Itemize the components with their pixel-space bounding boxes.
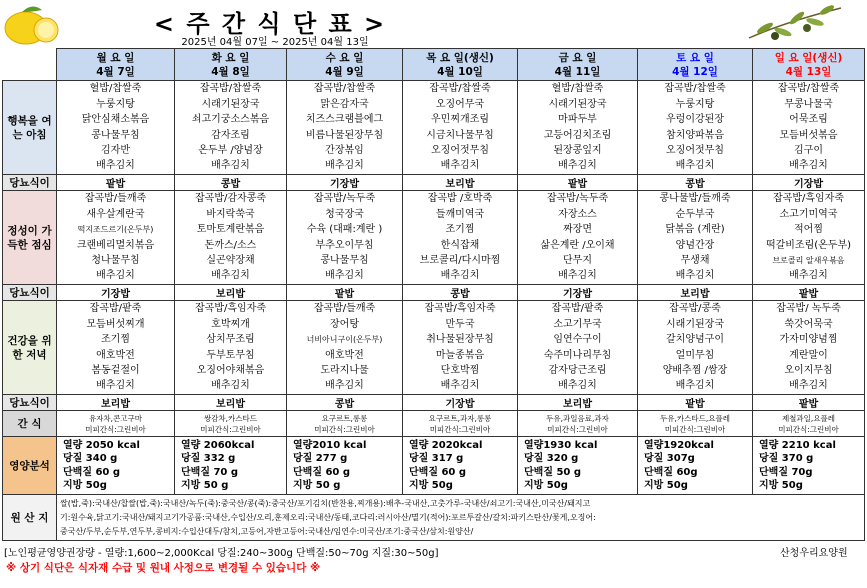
dinner-cell [175, 301, 287, 395]
nutrition-cell [287, 437, 403, 495]
breakfast-row [3, 81, 865, 175]
diabetic-label: 당뇨식이 [3, 395, 57, 411]
snack-cell [753, 411, 865, 437]
menu-item: 가자미양념찜 [779, 334, 838, 346]
dinner-label: 건강을 위한 저녁 [3, 301, 57, 395]
menu-item: 요구르트,롱롱 [321, 413, 368, 423]
menu-item: 오징어젓무침 [431, 144, 489, 156]
menu-item: 두유,카스타드,요플레 [660, 413, 730, 423]
menu-item: 배추김치 [325, 160, 364, 172]
menu-item: 단호박찜 [440, 364, 480, 376]
menu-item: 고등어김치조림 [543, 129, 612, 141]
diabetic-cell: 팥밥 [753, 285, 865, 301]
menu-item: 무콩나물국 [784, 98, 833, 110]
menu-item: 조기찜 [101, 334, 130, 346]
snack-cell [403, 411, 518, 437]
menu-item: 시금치나물무침 [426, 129, 494, 141]
diabetic-cell: 기장밥 [753, 175, 865, 191]
day-name: 일 요 일(생신) [774, 51, 843, 64]
day-header [57, 49, 175, 81]
menu-item: 잡곡밥/녹두죽 [313, 193, 376, 205]
menu-item: 콩나물밥/들깨죽 [659, 193, 731, 205]
breakfast-cell [403, 81, 518, 175]
menu-item: 미피간식:그린비아 [314, 424, 375, 434]
menu-item: 자장소스 [558, 208, 597, 220]
menu-item: 모듬버섯볶음 [779, 129, 838, 141]
menu-item: 두유,과일음료,과자 [546, 413, 609, 423]
menu-item: 단백질 60 g [409, 466, 467, 478]
menu-item: 당질 370 g [759, 453, 814, 464]
menu-item: 지방 50g [63, 480, 107, 491]
snack-label: 간 식 [3, 411, 57, 437]
menu-item: 무생채 [680, 254, 710, 266]
menu-item: 마늘종볶음 [435, 349, 485, 361]
olive-branch-icon [745, 2, 845, 44]
menu-item: 두부토무침 [206, 349, 255, 361]
day-name: 월 요 일 [96, 51, 135, 64]
menu-item: 배추김치 [558, 380, 597, 392]
menu-item: 감자조림 [211, 129, 250, 141]
menu-item: 배추김치 [96, 270, 135, 282]
menu-item: 봄동겉절이 [91, 364, 140, 376]
lunch-cell [753, 191, 865, 285]
diabetic-cell: 기장밥 [287, 175, 403, 191]
menu-item: 단무지 [563, 254, 592, 266]
menu-item: 배추김치 [211, 380, 250, 392]
menu-item: 오징어야채볶음 [196, 364, 265, 376]
dinner-diabetic-row [3, 395, 865, 411]
menu-item: 치즈스크램블에그 [305, 114, 384, 126]
menu-item: 당질 277 g [293, 453, 348, 464]
day-date: 4월 11일 [554, 65, 601, 78]
menu-item: 잡곡밥/찹쌀죽 [777, 83, 840, 95]
menu-item: 청국장국 [325, 208, 364, 220]
menu-item: 잡곡밥/팥죽 [551, 303, 604, 315]
diabetic-cell: 팥밥 [57, 175, 175, 191]
breakfast-diabetic-row [3, 175, 865, 191]
diabetic-cell: 기장밥 [403, 395, 518, 411]
origin-label: 원 산 지 [3, 495, 57, 541]
menu-item: 장어탕 [330, 318, 359, 330]
menu-item: 애호박전 [96, 349, 135, 361]
menu-item: 쇠고기궁소스볶음 [191, 114, 270, 126]
diabetic-cell: 기장밥 [57, 285, 175, 301]
menu-item: 미피간식:그린비아 [664, 424, 726, 434]
menu-item: 잡곡밥 /호박죽 [427, 193, 493, 205]
menu-item: 조기찜 [445, 224, 475, 236]
day-header-saturday [638, 49, 753, 81]
menu-item: 떡갈비조림(온두부) [765, 239, 852, 251]
origin-line: 기:원수육,닭고기:국내산/돼지고기가공품:국내산,수입산/오리,훈제오리:국내산/동태,코다리:러시아산/멸기(적어):포르투갈산/갈치:파키스탄산/꽃게,오징어: [60, 512, 596, 522]
snack-cell [638, 411, 753, 437]
menu-item: 배추김치 [325, 270, 364, 282]
diabetic-cell: 팥밥 [753, 395, 865, 411]
menu-item: 배추김치 [558, 160, 597, 172]
menu-item: 삶은계란 /오이채 [540, 239, 615, 251]
menu-item: 삼치무조림 [206, 334, 255, 346]
menu-item: 콩나물무침 [320, 254, 369, 266]
diabetic-cell: 보리밥 [57, 395, 175, 411]
lunch-cell [638, 191, 753, 285]
menu-item: 시래기된장국 [201, 98, 260, 110]
menu-item: 닭안심채소볶음 [81, 114, 150, 126]
snack-cell [518, 411, 638, 437]
change-notice: ※ 상기 식단은 식자재 수급 및 원내 사정으로 변경될 수 있습니다 ※ [6, 562, 321, 574]
diabetic-cell: 콩밥 [175, 175, 287, 191]
menu-item: 열량2010 kcal [293, 439, 367, 451]
menu-item: 지방 50g [524, 480, 568, 491]
date-range: 2025년 04월 07일 ~ 2025년 04월 13일 [181, 37, 369, 48]
menu-item: 미피간식:그린비아 [85, 424, 146, 434]
diabetic-cell: 보리밥 [175, 395, 287, 411]
menu-item: 단백질 70g [759, 466, 813, 478]
day-name: 토 요 일 [676, 51, 714, 64]
menu-item: 배추김치 [675, 380, 715, 392]
menu-item: 바지락쑥국 [206, 208, 255, 220]
breakfast-cell [753, 81, 865, 175]
menu-item: 당질 332 g [181, 453, 236, 464]
origin-cell [57, 495, 865, 541]
lemon-icon [2, 2, 62, 46]
breakfast-cell [57, 81, 175, 175]
menu-item: 잡곡밥/ 녹두죽 [776, 303, 841, 315]
diabetic-label: 당뇨식이 [3, 285, 57, 301]
weekly-menu-table [2, 48, 865, 541]
menu-item: 부추오이무침 [315, 239, 374, 251]
menu-item: 배추김치 [789, 270, 828, 282]
menu-item: 한식잡채 [440, 239, 480, 251]
menu-item: 청나물무침 [91, 254, 140, 266]
menu-item: 적어찜 [794, 224, 823, 236]
diabetic-cell: 콩밥 [403, 285, 518, 301]
menu-item: 지방 50g [759, 480, 803, 491]
facility-name: 산청우리요양원 [780, 548, 848, 559]
breakfast-cell [518, 81, 638, 175]
menu-item: 잡곡밥/찹쌀죽 [429, 83, 491, 95]
lunch-cell [518, 191, 638, 285]
day-header-sunday [753, 49, 865, 81]
menu-item: 모듬버섯찌개 [86, 318, 145, 330]
diabetic-cell: 콩밥 [287, 395, 403, 411]
menu-item: 닭볶음 (계란) [665, 224, 725, 236]
menu-item: 잡곡밥/흑임자죽 [195, 303, 266, 315]
menu-item: 어묵조림 [789, 114, 828, 126]
day-header [518, 49, 638, 81]
lunch-cell [287, 191, 403, 285]
lunch-cell [57, 191, 175, 285]
nutrition-cell [403, 437, 518, 495]
menu-item: 시래기된장국 [666, 318, 724, 330]
menu-item: 오이지무침 [784, 364, 833, 376]
origin-line: 쌀(밥,죽):국내산/찹쌀(밥,죽):국내산/녹두(죽):중국산/콩(죽):중국산/포기김치(반찬용,찌개용):배추-국내산,고춧가루-국내산/쇠고기:국내산,미국산/돼지고 [60, 498, 591, 508]
breakfast-cell [175, 81, 287, 175]
menu-item: 갈치양념구이 [666, 334, 724, 346]
menu-item: 누룽지탕 [96, 98, 135, 110]
day-header [403, 49, 518, 81]
menu-item: 열량1930 kcal [524, 439, 598, 451]
dinner-cell [287, 301, 403, 395]
menu-item: 김자반 [101, 144, 130, 156]
menu-item: 미피간식:그린비아 [200, 424, 261, 434]
menu-item: 순두부국 [675, 208, 715, 220]
snack-cell [57, 411, 175, 437]
nutrition-label: 영양분석 [3, 437, 57, 495]
menu-item: 당질 320 g [524, 453, 579, 464]
menu-item: 잡곡밥/들깨죽 [313, 303, 376, 315]
menu-item: 당질 307g [644, 453, 695, 464]
menu-item: 단백질 70 g [181, 466, 239, 478]
menu-item: 토마토계란볶음 [196, 224, 265, 236]
day-date: 4월 12일 [672, 65, 718, 78]
menu-item: 배추김치 [325, 380, 364, 392]
menu-item: 단백질 60 g [293, 466, 351, 478]
day-name: 수 요 일 [325, 51, 364, 64]
menu-item: 혈밥/찹쌀죽 [89, 83, 142, 95]
menu-item: 누룽지탕 [675, 98, 715, 110]
menu-item: 열량 2210 kcal [759, 439, 836, 451]
menu-item: 비름나물된장무침 [305, 129, 384, 141]
menu-item: 열량 2060kcal [181, 439, 255, 451]
menu-item: 취나물된장무침 [426, 334, 494, 346]
menu-item: 떡지조드르기(온두부) [77, 225, 154, 235]
diabetic-cell: 기장밥 [518, 285, 638, 301]
day-header [175, 49, 287, 81]
menu-item: 오징어젓무침 [666, 144, 724, 156]
menu-item: 잡곡밥/흑임자죽 [424, 303, 496, 315]
menu-item: 온두부 /양념장 [198, 144, 263, 156]
menu-item: 배추김치 [558, 270, 597, 282]
dinner-cell [518, 301, 638, 395]
lunch-cell [175, 191, 287, 285]
page-title: < 주 간 식 단 표 > [153, 10, 387, 38]
menu-item: 애호박전 [325, 349, 364, 361]
menu-item: 단백질 60 g [63, 466, 121, 478]
corner-cell [3, 49, 57, 81]
menu-item: 미피간식:그린비아 [547, 424, 608, 434]
menu-item: 콩나물무침 [91, 129, 140, 141]
nutrition-recommendation: [노인평균영양권장량 - 열량:1,600~2,000Kcal 당질:240~300g 단백질:50~70g 지질:30~50g] [4, 548, 439, 559]
menu-item: 배추김치 [789, 160, 828, 172]
menu-item: 미피간식:그린비아 [778, 424, 839, 434]
menu-item: 지방 50g [409, 480, 453, 491]
origin-row [3, 495, 865, 541]
lunch-label: 정성이 가득한 점심 [3, 191, 57, 285]
origin-line: 중국산/두부,순두부,연두부,콩비지:수입산대두/참치,고등어,자반고등어:국내산/임연수:미국산/조기:중국산/삼치:원양산/ [60, 526, 474, 536]
menu-item: 임연수구이 [553, 334, 602, 346]
menu-item: 열량 2050 kcal [63, 439, 140, 451]
menu-item: 지방 50 g [293, 480, 341, 491]
menu-item: 들깨미역국 [435, 208, 485, 220]
menu-item: 크랜베리멸치볶음 [76, 239, 155, 251]
menu-item: 배추김치 [211, 270, 250, 282]
menu-item: 배추김치 [789, 380, 828, 392]
diabetic-cell: 콩밥 [638, 175, 753, 191]
menu-item: 너비아니구이(온두부) [306, 335, 383, 345]
menu-item: 브로콜리 알새우볶음 [772, 255, 845, 265]
menu-item: 마파두부 [558, 114, 597, 126]
menu-item: 새우살계란국 [86, 208, 145, 220]
menu-item: 잡곡밥/흑임자죽 [773, 193, 844, 205]
menu-item: 소고기미역국 [779, 208, 838, 220]
menu-item: 미피간식:그린비아 [429, 424, 491, 434]
menu-item: 잡곡밥/감자콩죽 [195, 193, 266, 205]
breakfast-cell [287, 81, 403, 175]
menu-item: 지방 50 g [181, 480, 229, 491]
breakfast-cell [638, 81, 753, 175]
day-name: 화 요 일 [211, 51, 250, 64]
menu-item: 시래기된장국 [548, 98, 607, 110]
nutrition-cell [753, 437, 865, 495]
menu-item: 잡곡밥/녹두죽 [546, 193, 609, 205]
menu-item: 수육 (대패:계란 ) [306, 224, 383, 236]
menu-item: 유자차,콘고구마 [88, 413, 143, 423]
menu-item: 잡곡밥/콩죽 [669, 303, 721, 315]
menu-item: 제철과일,요플레 [781, 413, 836, 423]
menu-item: 오징어무국 [435, 98, 485, 110]
menu-item: 배추김치 [440, 270, 480, 282]
day-name: 금 요 일 [558, 51, 597, 64]
lunch-cell [403, 191, 518, 285]
diabetic-cell: 보리밥 [403, 175, 518, 191]
day-header-row [3, 49, 865, 81]
menu-item: 배추김치 [96, 160, 135, 172]
menu-item: 잡곡밥/찹쌀죽 [313, 83, 376, 95]
day-date: 4월 7일 [96, 65, 135, 78]
menu-item: 우렁이강된장 [666, 114, 724, 126]
menu-item: 당질 340 g [63, 453, 118, 464]
diabetic-cell: 보리밥 [518, 395, 638, 411]
snack-row [3, 411, 865, 437]
menu-item: 잡곡밥/팥죽 [89, 303, 142, 315]
menu-item: 짜장면 [563, 224, 592, 236]
lunch-diabetic-row [3, 285, 865, 301]
nutrition-cell [638, 437, 753, 495]
menu-item: 우민찌개조림 [431, 114, 489, 126]
menu-item: 배추김치 [675, 270, 715, 282]
menu-item: 얼미무침 [675, 349, 715, 361]
menu-item: 잡곡밥/찹쌀죽 [664, 83, 726, 95]
nutrition-row [3, 437, 865, 495]
snack-cell [287, 411, 403, 437]
menu-item: 배추김치 [96, 380, 135, 392]
dinner-cell [57, 301, 175, 395]
day-name: 목 요 일(생신) [426, 51, 494, 64]
menu-item: 배추김치 [440, 160, 480, 172]
menu-item: 계란말이 [789, 349, 828, 361]
snack-cell [175, 411, 287, 437]
menu-item: 간장볶임 [325, 144, 364, 156]
diabetic-cell: 팥밥 [287, 285, 403, 301]
menu-item: 요구르트,과자,롱롱 [428, 413, 492, 423]
menu-item: 배추김치 [675, 160, 715, 172]
menu-item: 브로콜리/다시마찜 [419, 254, 501, 266]
day-date: 4월 13일 [785, 65, 832, 78]
menu-item: 양념간장 [675, 239, 715, 251]
menu-item: 열량1920kcal [644, 439, 714, 451]
menu-item: 맑은감자국 [320, 98, 369, 110]
diabetic-cell: 팥밥 [518, 175, 638, 191]
diabetic-cell: 팥밥 [638, 395, 753, 411]
menu-item: 단백질 50 g [524, 466, 582, 478]
diabetic-cell: 보리밥 [638, 285, 753, 301]
menu-item: 양배추찜 /쌈장 [662, 364, 728, 376]
menu-item: 잡곡밥/찹쌀죽 [199, 83, 262, 95]
menu-item: 소고기무국 [553, 318, 602, 330]
menu-item: 단백질 60g [644, 466, 698, 478]
menu-item: 쌍감차,카스타드 [203, 413, 258, 423]
diabetic-label: 당뇨식이 [3, 175, 57, 191]
lunch-row [3, 191, 865, 285]
menu-item: 당질 317 g [409, 453, 464, 464]
menu-item: 열량 2020kcal [409, 439, 483, 451]
dinner-cell [403, 301, 518, 395]
menu-item: 배추김치 [211, 160, 250, 172]
menu-item: 된장콩잎지 [553, 144, 602, 156]
dinner-row [3, 301, 865, 395]
menu-item: 잡곡밥/들깨죽 [84, 193, 147, 205]
day-date: 4월 8일 [211, 65, 250, 78]
dinner-cell [638, 301, 753, 395]
menu-item: 혈밥/찹쌀죽 [551, 83, 604, 95]
dinner-cell [753, 301, 865, 395]
menu-item: 배추김치 [440, 380, 480, 392]
menu-item: 실곤약장채 [206, 254, 255, 266]
menu-item: 감자당근조림 [548, 364, 607, 376]
breakfast-label: 행복을 여는 아침 [3, 81, 57, 175]
menu-item: 호박찌개 [211, 318, 250, 330]
menu-item: 도라지나물 [320, 364, 369, 376]
menu-item: 쑥갓어묵국 [784, 318, 833, 330]
diabetic-cell: 보리밥 [175, 285, 287, 301]
nutrition-cell [175, 437, 287, 495]
menu-item: 돈까스/소스 [204, 239, 257, 251]
nutrition-cell [57, 437, 175, 495]
day-date: 4월 10일 [437, 65, 483, 78]
nutrition-cell [518, 437, 638, 495]
menu-item: 김구이 [794, 144, 823, 156]
menu-item: 만두국 [445, 318, 475, 330]
menu-item: 참치양파볶음 [666, 129, 724, 141]
menu-item: 숙주미나리무침 [543, 349, 612, 361]
day-header [287, 49, 403, 81]
day-date: 4월 9일 [325, 65, 364, 78]
menu-item: 지방 50g [644, 480, 688, 491]
